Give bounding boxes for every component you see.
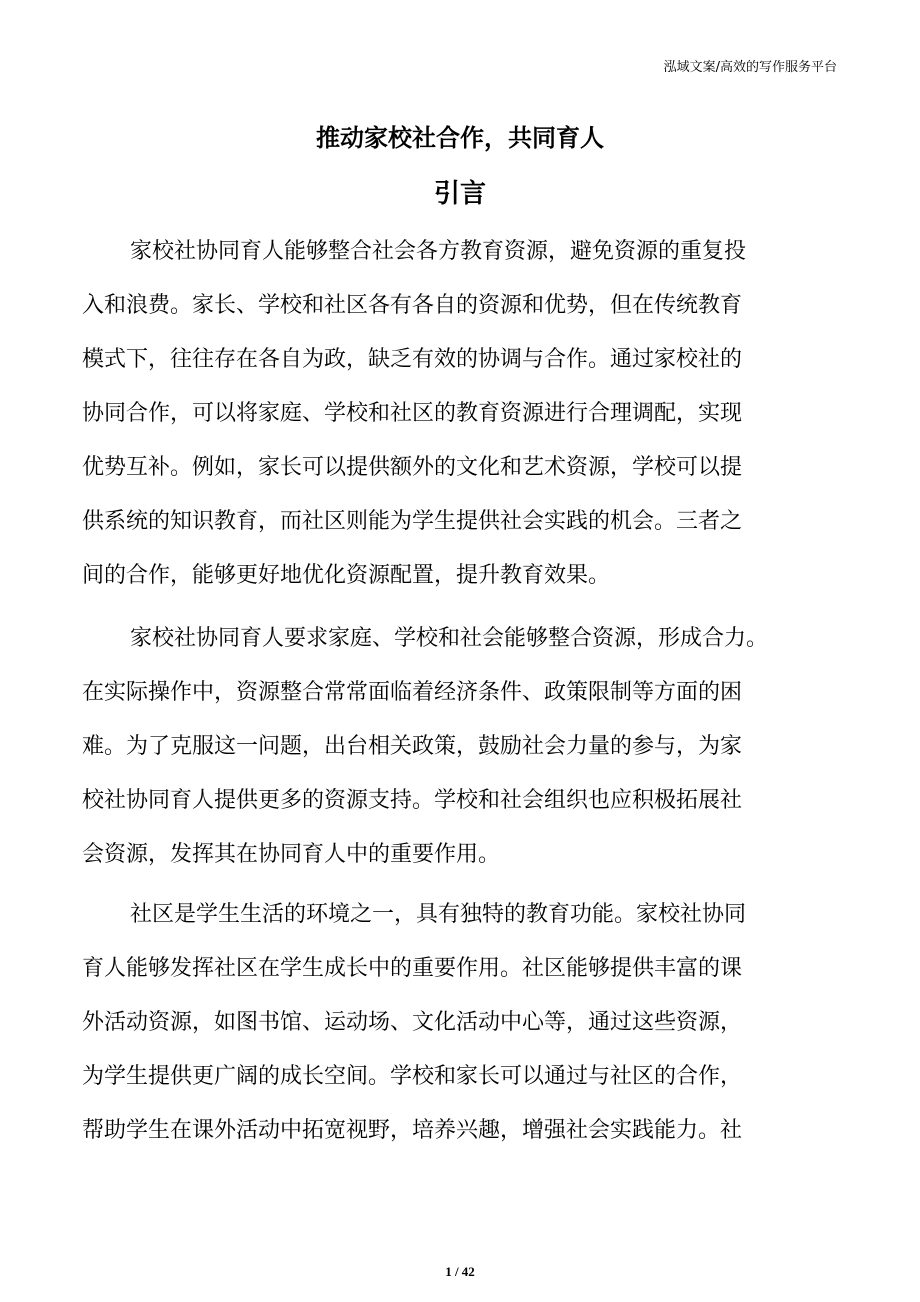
paragraph-line: 社区是学生生活的环境之一，具有独特的教育功能。家校社协同 [130,902,747,927]
paragraph-1 [82,225,842,603]
paragraph-line: 家校社协同育人能够整合社会各方教育资源，避免资源的重复投 [130,239,747,264]
paragraph-2 [82,612,842,882]
page-header-text: 泓域文案/高效的写作服务平台 [663,60,837,75]
paragraph-line: 在实际操作中，资源整合常常面临着经济条件、政策限制等方面的困 [82,680,743,705]
paragraph-line: 供系统的知识教育，而社区则能为学生提供社会实践的机会。三者之 [82,509,743,534]
page-number: 1 / 42 [445,1264,475,1279]
paragraph-line: 育人能够发挥社区在学生成长中的重要作用。社区能够提供丰富的课 [82,956,743,981]
section-heading-introduction: 引言 [433,179,486,209]
paragraph-line: 会资源，发挥其在协同育人中的重要作用。 [82,842,501,867]
paragraph-line: 入和浪费。家长、学校和社区各有各自的资源和优势，但在传统教育 [82,293,743,318]
paragraph-line: 优势互补。例如，家长可以提供额外的文化和艺术资源，学校可以提 [82,455,743,480]
document-title: 推动家校社合作，共同育人 [316,124,604,152]
paragraph-line: 为学生提供更广阔的成长空间。学校和家长可以通过与社区的合作， [82,1064,743,1089]
paragraph-line: 家校社协同育人要求家庭、学校和社会能够整合资源，形成合力。 [130,626,769,651]
paragraph-line: 间的合作，能够更好地优化资源配置，提升教育效果。 [82,563,611,588]
paragraph-line: 帮助学生在课外活动中拓宽视野，培养兴趣，增强社会实践能力。社 [82,1118,743,1143]
paragraph-3 [82,888,842,1158]
paragraph-line: 校社协同育人提供更多的资源支持。学校和社会组织也应积极拓展社 [82,788,743,813]
paragraph-line: 外活动资源，如图书馆、运动场、文化活动中心等，通过这些资源， [82,1010,743,1035]
paragraph-line: 难。为了克服这一问题，出台相关政策，鼓励社会力量的参与，为家 [82,734,743,759]
paragraph-line: 协同合作，可以将家庭、学校和社区的教育资源进行合理调配，实现 [82,401,743,426]
paragraph-line: 模式下，往往存在各自为政，缺乏有效的协调与合作。通过家校社的 [82,347,743,372]
